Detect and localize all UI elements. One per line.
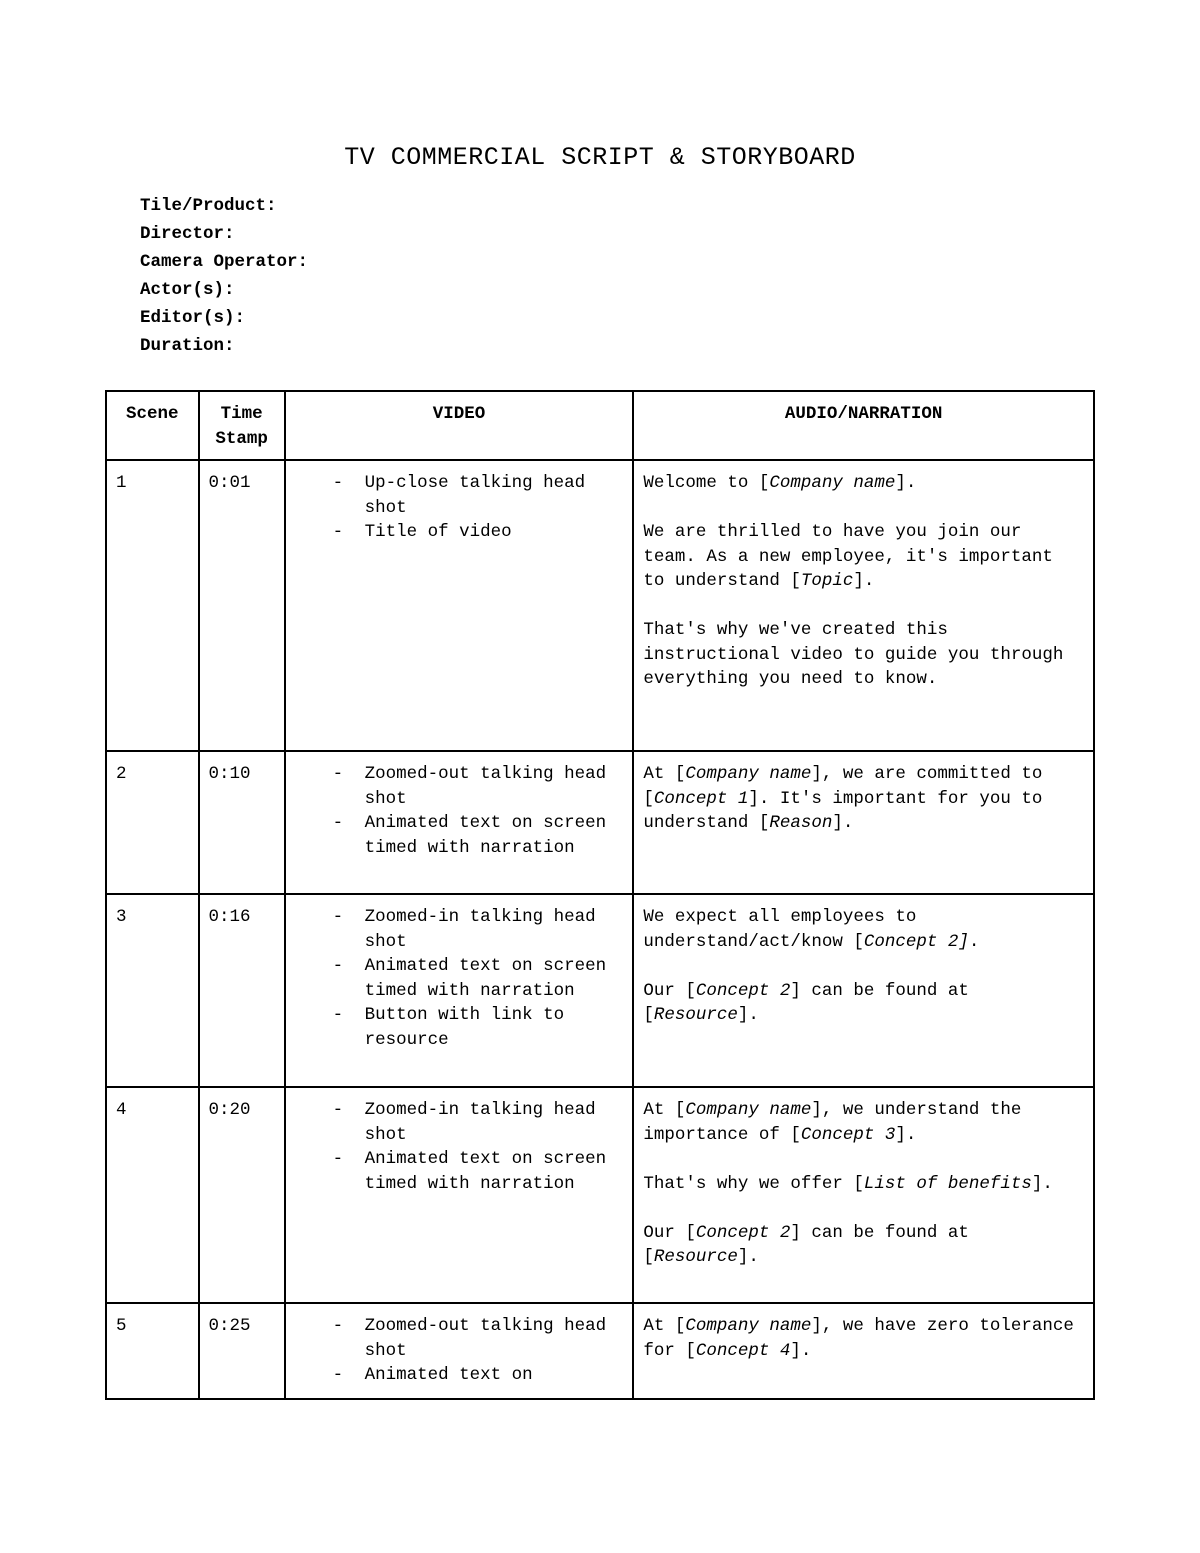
narration-text: .	[968, 931, 980, 952]
narration-text: ], we are committed to [	[643, 764, 1043, 809]
table-row	[106, 751, 1094, 894]
meta-field-editors: Editor(s):	[140, 308, 246, 328]
video-shot-list	[295, 1314, 624, 1388]
metadata-fields	[140, 194, 308, 362]
script-table	[105, 390, 1095, 1400]
placeholder-text: Concept 2]	[863, 931, 969, 952]
video-shot-item: - Zoomed-out talking head shot	[295, 1314, 624, 1363]
narration-text: ]. It's important for you to understand [	[643, 788, 1043, 833]
narration-paragraph	[643, 1172, 1084, 1197]
placeholder-text: Reason	[769, 813, 833, 833]
narration-paragraph	[643, 762, 1084, 836]
cell-scene: 3	[106, 894, 199, 1087]
meta-field-camera-operator: Camera Operator:	[140, 252, 309, 272]
meta-field-director: Director:	[140, 224, 235, 244]
cell-time-stamp: 0:16	[199, 894, 285, 1087]
placeholder-text: Concept 2	[695, 980, 791, 1001]
video-shot-item: - Button with link to resource	[295, 1003, 624, 1052]
narration-text: That's why we offer [	[643, 1173, 864, 1194]
cell-time-stamp: 0:10	[199, 751, 285, 894]
table-row	[106, 1303, 1094, 1399]
placeholder-text: Concept 1	[653, 788, 749, 809]
header-audio-narration: AUDIO/NARRATION	[633, 391, 1094, 460]
placeholder-text: Company name	[769, 473, 896, 493]
header-video: VIDEO	[285, 391, 634, 460]
table-header-row	[106, 391, 1094, 460]
video-shot-list	[295, 905, 624, 1052]
table-row	[106, 894, 1094, 1087]
narration-text: At [	[643, 764, 686, 784]
narration-text: ] can be found at [	[643, 1222, 969, 1267]
cell-time-stamp: 0:25	[199, 1303, 285, 1399]
cell-video	[285, 751, 634, 894]
cell-video	[285, 894, 634, 1087]
video-shot-list	[295, 1098, 624, 1196]
video-shot-item: - Animated text on screen timed with narration	[295, 954, 624, 1003]
placeholder-text: Company name	[685, 1316, 812, 1336]
narration-text: We are thrilled to have you join our team. As a new employee, it's important to understand [	[643, 522, 1053, 591]
placeholder-text: Concept 2	[695, 1222, 791, 1243]
cell-scene: 2	[106, 751, 199, 894]
narration-text: At [	[643, 1100, 686, 1120]
placeholder-text: Concept 3	[800, 1124, 896, 1145]
cell-audio-narration	[633, 460, 1094, 751]
narration-paragraph	[643, 520, 1084, 594]
video-shot-list	[295, 762, 624, 860]
video-shot-item: - Animated text on screen timed with narration	[295, 1147, 624, 1196]
narration-paragraph	[643, 618, 1084, 692]
placeholder-text: List of benefits	[863, 1173, 1032, 1194]
narration-text: ].	[737, 1247, 759, 1267]
narration-text: Welcome to [	[643, 473, 770, 493]
narration-text: We expect all employees to understand/act/know [	[643, 907, 917, 952]
narration-paragraph	[643, 905, 1084, 954]
narration-text: ] can be found at [	[643, 980, 969, 1025]
table-row	[106, 460, 1094, 751]
cell-video	[285, 460, 634, 751]
video-shot-item: - Zoomed-out talking head shot	[295, 762, 624, 811]
cell-scene: 1	[106, 460, 199, 751]
narration-text: ].	[737, 1005, 759, 1025]
placeholder-text: Concept 4	[695, 1340, 791, 1361]
placeholder-text: Resource	[653, 1247, 738, 1267]
cell-time-stamp: 0:01	[199, 460, 285, 751]
narration-text: ], we understand the importance of [	[643, 1100, 1022, 1145]
narration-text: ].	[832, 813, 854, 833]
narration-text: Our [	[643, 1222, 696, 1243]
narration-paragraph	[643, 1314, 1084, 1363]
narration-paragraph	[643, 471, 1084, 496]
video-shot-item: - Zoomed-in talking head shot	[295, 1098, 624, 1147]
cell-audio-narration	[633, 751, 1094, 894]
cell-audio-narration	[633, 894, 1094, 1087]
cell-audio-narration	[633, 1087, 1094, 1303]
placeholder-text: Resource	[653, 1005, 738, 1025]
narration-text: ].	[895, 1124, 917, 1145]
narration-text: ], we have zero tolerance for [	[643, 1316, 1074, 1361]
video-shot-item: - Title of video	[295, 520, 624, 545]
cell-audio-narration	[633, 1303, 1094, 1399]
narration-text: That's why we've created this instructional video to guide you through everything you need to know.	[643, 620, 1064, 689]
narration-text: ].	[853, 571, 875, 591]
header-scene: Scene	[106, 391, 199, 460]
video-shot-item: - Animated text on screen timed with narration	[295, 811, 624, 860]
cell-scene: 4	[106, 1087, 199, 1303]
narration-text: ].	[790, 1340, 812, 1361]
cell-scene: 5	[106, 1303, 199, 1399]
placeholder-text: Company name	[685, 1100, 812, 1120]
table-row	[106, 1087, 1094, 1303]
narration-paragraph	[643, 979, 1084, 1028]
narration-paragraph	[643, 1221, 1084, 1270]
table-body	[106, 460, 1094, 1399]
meta-field-title-product: Tile/Product:	[140, 196, 277, 216]
narration-text: At [	[643, 1316, 686, 1336]
cell-video	[285, 1087, 634, 1303]
video-shot-item: - Animated text on	[295, 1363, 624, 1388]
cell-video	[285, 1303, 634, 1399]
narration-paragraph	[643, 1098, 1084, 1147]
cell-time-stamp: 0:20	[199, 1087, 285, 1303]
header-time-stamp: Time Stamp	[199, 391, 285, 460]
page-title: TV COMMERCIAL SCRIPT & STORYBOARD	[344, 143, 856, 172]
video-shot-list	[295, 471, 624, 545]
narration-text: ].	[895, 473, 917, 493]
video-shot-item: - Zoomed-in talking head shot	[295, 905, 624, 954]
narration-text: Our [	[643, 980, 696, 1001]
placeholder-text: Topic	[800, 571, 854, 591]
meta-field-actors: Actor(s):	[140, 280, 235, 300]
placeholder-text: Company name	[685, 764, 812, 784]
video-shot-item: - Up-close talking head shot	[295, 471, 624, 520]
meta-field-duration: Duration:	[140, 336, 235, 356]
narration-text: ].	[1031, 1173, 1053, 1194]
